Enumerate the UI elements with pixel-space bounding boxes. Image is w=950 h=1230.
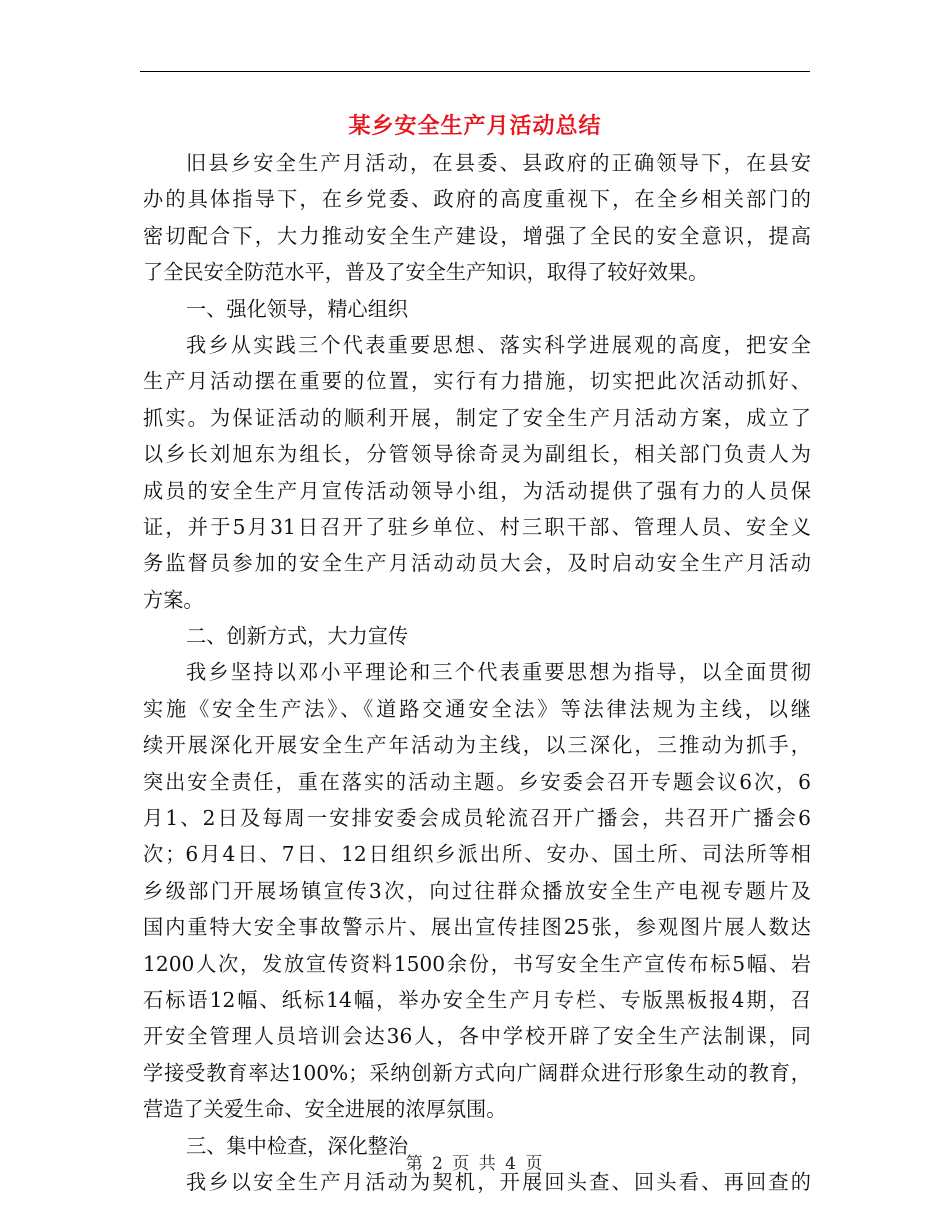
text-line: 我乡以安全生产月活动为契机，开展回头查、回头看、再回查的 — [186, 1169, 811, 1194]
text-line: 开安全管理人员培训会达36人，各中学校开辟了安全生产法制课，同 — [143, 1024, 811, 1049]
text-line: 密切配合下，大力推动安全生产建设，增强了全民的安全意识，提高 — [143, 223, 811, 248]
text-line: 1200人次，发放宣传资料1500余份，书写安全生产宣传布标5幅、岩 — [143, 951, 811, 976]
text-line: 月1、2日及每周一安排安委会成员轮流召开广播会，共召开广播会6 — [143, 806, 811, 831]
text-line: 一、强化领导，精心组织 — [186, 296, 409, 321]
text-line: 二、创新方式，大力宣传 — [186, 624, 409, 649]
text-line: 次；6月4日、7日、12日组织乡派出所、安办、国土所、司法所等相 — [143, 842, 811, 867]
text-line: 办的具体指导下，在乡党委、政府的高度重视下，在全乡相关部门的 — [143, 187, 811, 212]
text-line: 突出安全责任，重在落实的活动主题。乡安委会召开专题会议6次，6 — [143, 769, 811, 794]
document-body — [143, 145, 811, 1200]
text-line: 生产月活动摆在重要的位置，实行有力措施，切实把此次活动抓好、 — [143, 369, 811, 394]
document-title: 某乡安全生产月活动总结 — [348, 113, 602, 139]
header-rule — [140, 71, 810, 72]
text-line: 旧县乡安全生产月活动，在县委、县政府的正确领导下，在县安 — [186, 151, 811, 175]
text-line: 实施《安全生产法》、《道路交通安全法》等法律法规为主线，以继 — [143, 696, 811, 721]
text-line: 我乡从实践三个代表重要思想、落实科学进展观的高度，把安全 — [186, 332, 811, 357]
text-line: 抓实。为保证活动的顺利开展，制定了安全生产月活动方案，成立了 — [143, 405, 811, 430]
text-line: 学接受教育率达100%；采纳创新方式向广阔群众进行形象生动的教育， — [143, 1060, 811, 1085]
text-line: 方案。 — [143, 587, 204, 612]
text-line: 营造了关爱生命、安全进展的浓厚氛围。 — [143, 1097, 507, 1122]
text-line: 务监督员参加的安全生产月活动动员大会，及时启动安全生产月活动 — [143, 551, 811, 576]
text-line: 乡级部门开展场镇宣传3次，向过往群众播放安全生产电视专题片及 — [143, 878, 811, 903]
text-line: 了全民安全防范水平，普及了安全生产知识，取得了较好效果。 — [143, 260, 709, 285]
text-line: 石标语12幅、纸标14幅，举办安全生产月专栏、专版黑板报4期，召 — [143, 987, 811, 1012]
text-line: 成员的安全生产月宣传活动领导小组，为活动提供了强有力的人员保 — [143, 478, 811, 503]
text-line: 续开展深化开展安全生产年活动为主线，以三深化，三推动为抓手， — [143, 733, 811, 758]
text-line: 三、集中检查，深化整治 — [186, 1133, 409, 1158]
text-line: 国内重特大安全事故警示片、展出宣传挂图25张，参观图片展人数达 — [143, 915, 811, 940]
text-line: 证，并于5月31日召开了驻乡单位、村三职干部、管理人员、安全义 — [143, 514, 811, 539]
text-line: 以乡长刘旭东为组长，分管领导徐奇灵为副组长，相关部门负责人为 — [143, 442, 811, 467]
page-number: 第 2 页 共 4 页 — [405, 1154, 545, 1174]
text-line: 我乡坚持以邓小平理论和三个代表重要思想为指导，以全面贯彻 — [186, 660, 811, 685]
